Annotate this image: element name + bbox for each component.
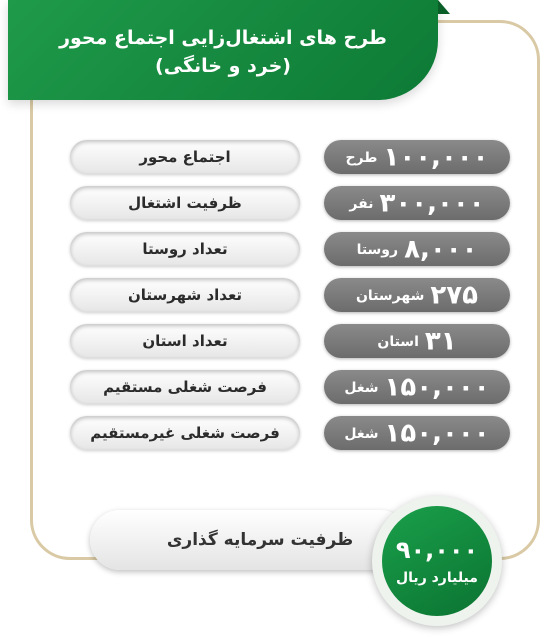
stat-row — [70, 274, 510, 318]
banner-fold — [438, 0, 450, 14]
stat-label: ظرفیت اشتغال — [70, 186, 300, 220]
stat-row — [70, 320, 510, 364]
stat-value-pill — [324, 278, 510, 312]
stat-value-pill — [324, 186, 510, 220]
stat-label: فرصت شغلی غیرمستقیم — [70, 416, 300, 450]
stats-list — [70, 136, 510, 458]
stat-label: فرصت شغلی مستقیم — [70, 370, 300, 404]
stat-value: ۳۰۰,۰۰۰ — [379, 188, 485, 219]
stat-label: تعداد استان — [70, 324, 300, 358]
stat-unit: روستا — [356, 241, 399, 258]
stat-unit: نفر — [349, 195, 374, 212]
stat-row — [70, 366, 510, 410]
stat-value-pill — [324, 140, 510, 174]
investment-value: ۹۰,۰۰۰ — [395, 536, 479, 564]
page-subtitle: (خرد و خانگی) — [155, 55, 291, 77]
stat-value: ۸,۰۰۰ — [404, 234, 478, 265]
stat-value: ۱۰۰,۰۰۰ — [383, 142, 489, 173]
investment-unit: میلیارد ریال — [396, 570, 478, 586]
stat-unit: شهرستان — [355, 287, 425, 304]
stat-unit: شغل — [344, 425, 379, 442]
investment-capacity-label: ظرفیت سرمایه گذاری — [90, 510, 410, 570]
stat-value-pill — [324, 370, 510, 404]
stat-label: تعداد روستا — [70, 232, 300, 266]
stat-row — [70, 228, 510, 272]
stat-value-pill — [324, 324, 510, 358]
page-title: طرح های اشتغال‌زایی اجتماع محور — [59, 27, 387, 49]
stat-unit: استان — [377, 333, 419, 350]
title-banner — [8, 0, 438, 100]
investment-capacity-badge — [372, 496, 502, 626]
stat-unit: طرح — [345, 149, 378, 166]
stat-value: ۱۵۰,۰۰۰ — [384, 418, 490, 449]
stat-row — [70, 182, 510, 226]
stat-row — [70, 136, 510, 180]
stat-value-pill — [324, 232, 510, 266]
stat-value: ۳۱ — [424, 326, 457, 357]
stat-row — [70, 412, 510, 456]
stat-value-pill — [324, 416, 510, 450]
stat-label: تعداد شهرستان — [70, 278, 300, 312]
stat-label: اجتماع محور — [70, 140, 300, 174]
stat-value: ۲۷۵ — [430, 280, 479, 311]
stat-value: ۱۵۰,۰۰۰ — [384, 372, 490, 403]
stat-unit: شغل — [344, 379, 379, 396]
investment-badge-inner — [382, 506, 492, 616]
